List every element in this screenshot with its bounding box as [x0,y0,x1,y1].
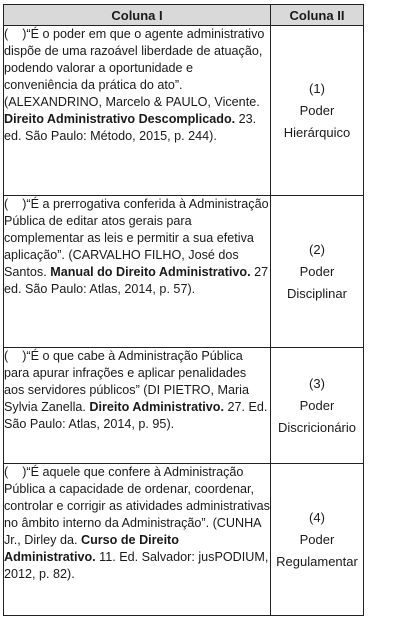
option-label-line2: Regulamentar [276,553,358,569]
option-number: (3) [309,375,325,391]
option-number: (1) [309,80,325,96]
answer-blank[interactable]: ( ) [4,197,27,211]
book-title: Manual do Direito Administrativo. [50,265,251,279]
citation-tail: 23. ed. São Paulo: Método, 2015, p. 244). [4,112,257,143]
column-header-ii: Coluna II [271,5,364,26]
option-cell [271,196,364,348]
option-label-line2: Discricionário [277,419,357,435]
table-row [4,196,364,348]
option-label-line1: Poder [299,531,335,547]
option-label-line2: Hierárquico [283,124,351,140]
header-row [4,5,364,26]
answer-blank[interactable]: ( ) [4,27,27,41]
statement-cell [4,348,271,464]
citation-tail: 27 ed. São Paulo: Atlas, 2014, p. 57). [4,265,269,296]
option-label-line2: Disciplinar [287,285,347,301]
option-label-line1: Poder [299,263,335,279]
statement-text: “É o que cabe à Administração Pública para apurar infrações e aplicar penalidades aos servidores públicos” (DI PIETRO, Maria Sylvia Zanella. [4,349,249,414]
citation-tail: 11. Ed. Salvador: jusPODIUM, 2012, p. 82). [4,550,269,581]
option-cell [271,348,364,464]
statement-cell [4,464,271,616]
book-title: Direito Administrativo. [89,400,224,414]
option-number: (4) [309,509,325,525]
column-header-i: Coluna I [4,5,271,26]
statement-text: “É aquele que confere à Administração Pública a capacidade de ordenar, coordenar, controlar e corrigir as atividades administrativas no âmbito interno da Administração”. (CUNHA Jr., Dirley da. [4,465,270,547]
option-label-line1: Poder [299,102,335,118]
answer-blank[interactable]: ( ) [4,465,27,479]
statement-cell [4,26,271,196]
option-cell [271,464,364,616]
option-number: (2) [309,241,325,257]
statement-text: “É o poder em que o agente administrativo dispõe de uma razoável liberdade de atuação, podendo valorar a oportunidade e conveniência da prática do ato”. (ALEXANDRINO, Marcelo & PAULO, Vicente. [4,27,265,109]
table-row [4,26,364,196]
option-label-line1: Poder [299,397,335,413]
statement-text: “É a prerrogativa conferida à Administração Pública de editar atos gerais para complementar as leis e permitir a sua efetiva aplicação”. (CARVALHO FILHO, José dos Santos. [4,197,269,279]
option-cell [271,26,364,196]
book-title: Direito Administrativo Descomplicado. [4,112,236,126]
table-row [4,348,364,464]
book-title: Curso de Direito Administrativo. [4,533,179,564]
table-row [4,464,364,616]
matching-table [3,4,364,616]
citation-tail: 27. Ed. São Paulo: Atlas, 2014, p. 95). [4,400,268,431]
answer-blank[interactable]: ( ) [4,349,27,363]
statement-cell [4,196,271,348]
